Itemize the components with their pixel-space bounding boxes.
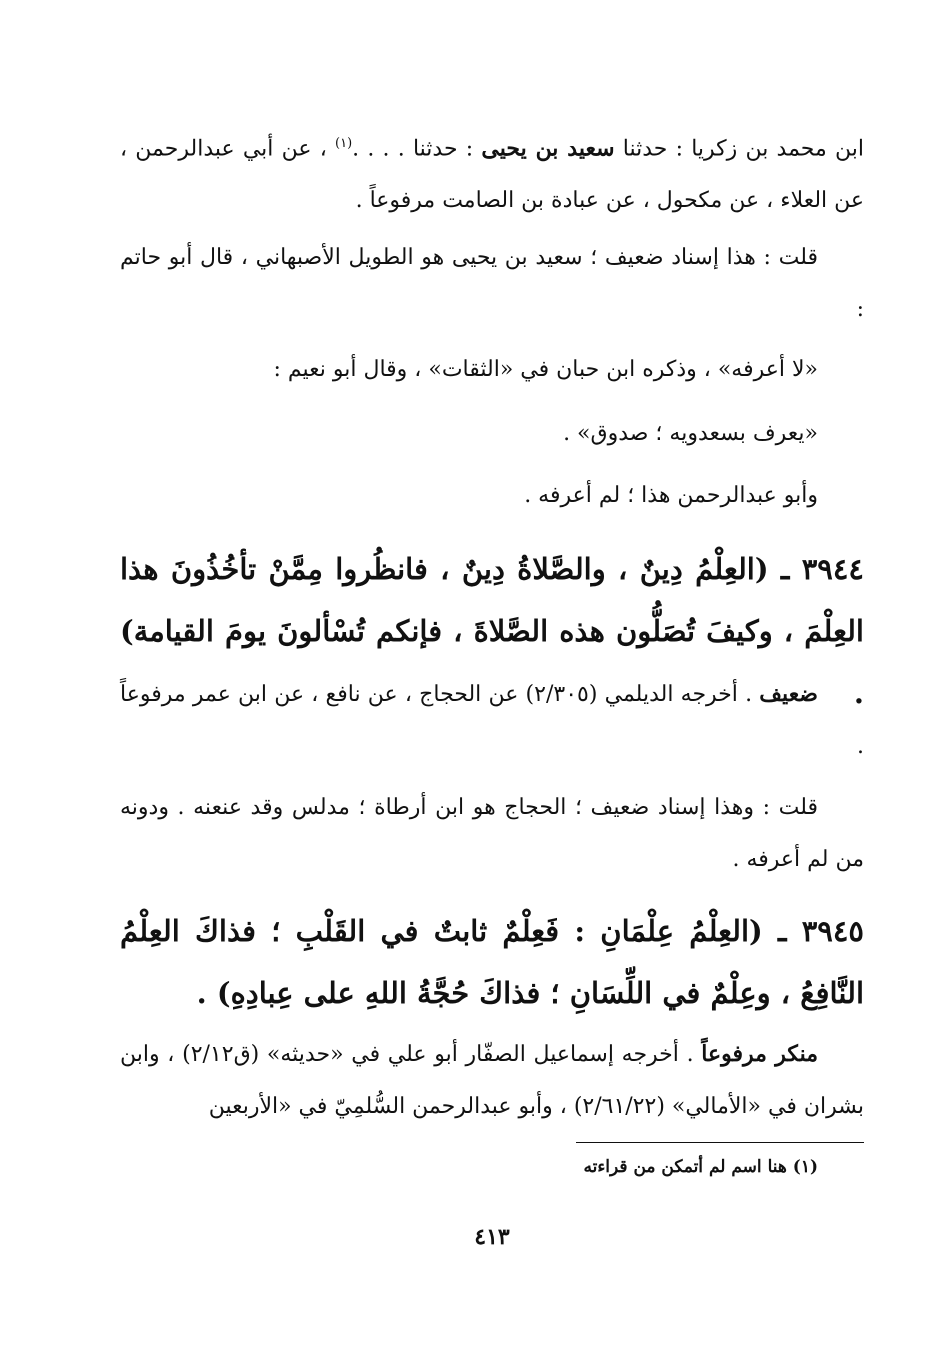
paragraph-grading — [120, 1028, 864, 1133]
text-segment: . أخرجه الديلمي (٢/٣٠٥) عن الحجاج ، عن نافع ، عن ابن عمر مرفوعاً . — [120, 682, 864, 759]
text-segment: . أخرجه إسماعيل الصفّار أبو علي في «حديثه» (ق٢/١٢) ، وابن بشران في «الأمالي» (٢/٦١/٢٢) ، وأبو عبدالرحمن السُّلمِيّ في «الأربعين — [120, 1042, 864, 1119]
grading-label: ضعيف — [759, 681, 818, 707]
paragraph-quote: «لا أعرفه» ، وذكره ابن حبان في «الثقات» ، وقال أبو نعيم : — [273, 357, 818, 382]
book-page — [120, 118, 864, 1298]
paragraph-grading — [120, 668, 864, 773]
footnote-divider — [576, 1142, 864, 1143]
grading-label: منكر مرفوعاً — [701, 1041, 818, 1067]
paragraph-chain-of-narration — [120, 118, 864, 227]
paragraph-quote: «يعرف بسعدويه ؛ صدوق» . — [563, 421, 818, 446]
footnote: (١) هنا اسم لم أتمكن من قراءته — [583, 1157, 818, 1177]
text-segment: ، عن أبي عبدالرحمن ، عن العلاء ، عن مكحول ، عن عبادة بن الصامت مرفوعاً . — [120, 136, 864, 214]
narrator-name: سعيد بن يحيى — [481, 135, 615, 162]
paragraph-commentary: وأبو عبدالرحمن هذا ؛ لم أعرفه . — [524, 483, 818, 508]
hadith-3944: ٣٩٤٤ ـ (العِلْمُ دِينٌ ، والصَّلاةُ دِينٌ ، فانظُروا مِمَّنْ تأخُذُونَ هذا العِلْمَ ، وكيفَ تُصَلُّون هذه الصَّلاةَ ، فإنكم تُسْألونَ يومَ القيامة) . — [120, 552, 864, 710]
text-segment: : حدثنا . . . . — [352, 136, 482, 162]
hadith-3945: ٣٩٤٥ ـ (العِلْمُ عِلْمَانِ : فَعِلْمٌ ثابتٌ في القَلْبِ ؛ فذاكَ العِلْمُ النَّافِعُ ، وعِلْمٌ في اللِّسَانِ ؛ فذاكَ حُجَّةُ اللهِ على عِبادِهِ) . — [120, 914, 864, 1010]
paragraph-commentary: قلت : هذا إسناد ضعيف ؛ سعيد بن يحيى هو الطويل الأصبهاني ، قال أبو حاتم : — [120, 245, 864, 322]
footnote-marker: (١) — [335, 136, 353, 151]
page-number: ٤١٣ — [474, 1224, 510, 1250]
text-segment: ابن محمد بن زكريا : حدثنا — [614, 136, 864, 162]
paragraph-commentary: قلت : وهذا إسناد ضعيف ؛ الحجاج هو ابن أرطاة ؛ مدلس وقد عنعنه . ودونه من لم أعرفه . — [120, 795, 864, 872]
